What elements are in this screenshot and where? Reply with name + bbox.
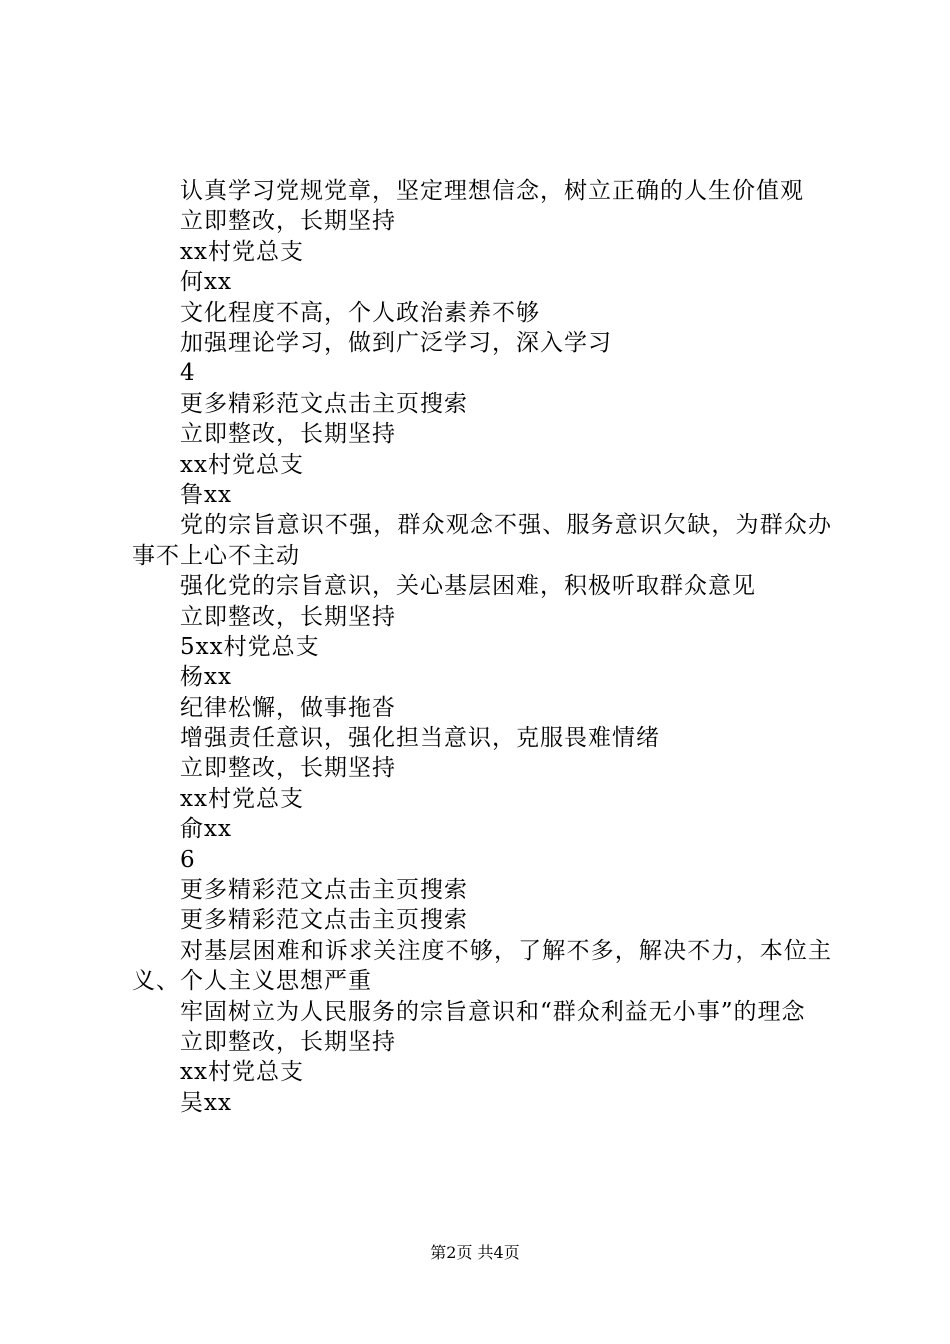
text-line: 何xx: [180, 269, 232, 296]
page-footer: [0, 1243, 950, 1263]
text-line: 立即整改，长期坚持: [180, 755, 396, 782]
text-line: 加强理论学习，做到广泛学习，深入学习: [180, 329, 612, 356]
text-line: 增强责任意识，强化担当意识，克服畏难情绪: [180, 725, 660, 752]
text-line: xx村党总支: [180, 238, 304, 265]
page-number-label: 第2页 共4页: [430, 1243, 520, 1262]
text-line: 立即整改，长期坚持: [180, 1029, 396, 1056]
text-line: 吴xx: [180, 1089, 232, 1116]
text-line: 立即整改，长期坚持: [180, 208, 396, 235]
text-line: 5xx村党总支: [180, 633, 320, 660]
text-paragraph: 牢固树立为人民服务的宗旨意识和“群众利益无小事”的理念: [180, 998, 806, 1025]
text-line: xx村党总支: [180, 451, 304, 478]
text-line: 俞xx: [180, 816, 232, 843]
text-line: 更多精彩范文点击主页搜索: [180, 907, 468, 934]
text-line: 4: [180, 360, 196, 387]
text-line: 立即整改，长期坚持: [180, 603, 396, 630]
text-line: 立即整改，长期坚持: [180, 421, 396, 448]
text-line: 更多精彩范文点击主页搜索: [180, 390, 468, 417]
text-line: xx村党总支: [180, 785, 304, 812]
text-line: xx村党总支: [180, 1059, 304, 1086]
document-body: [0, 176, 950, 1118]
text-paragraph: 党的宗旨意识不强，群众观念不强、服务意识欠缺，为群众办事不上心不主动: [132, 512, 832, 569]
text-line: 杨xx: [180, 664, 232, 691]
text-line: 鲁xx: [180, 481, 232, 508]
text-line: 更多精彩范文点击主页搜索: [180, 877, 468, 904]
text-line: 纪律松懈，做事拖沓: [180, 694, 396, 721]
text-paragraph: 认真学习党规党章，坚定理想信念，树立正确的人生价值观: [180, 178, 804, 204]
text-line: 文化程度不高，个人政治素养不够: [180, 299, 540, 326]
text-paragraph: 对基层困难和诉求关注度不够，了解不多，解决不力，本位主义、个人主义思想严重: [132, 937, 832, 995]
text-line: 6: [180, 846, 196, 873]
text-line: 强化党的宗旨意识，关心基层困难，积极听取群众意见: [180, 573, 756, 600]
